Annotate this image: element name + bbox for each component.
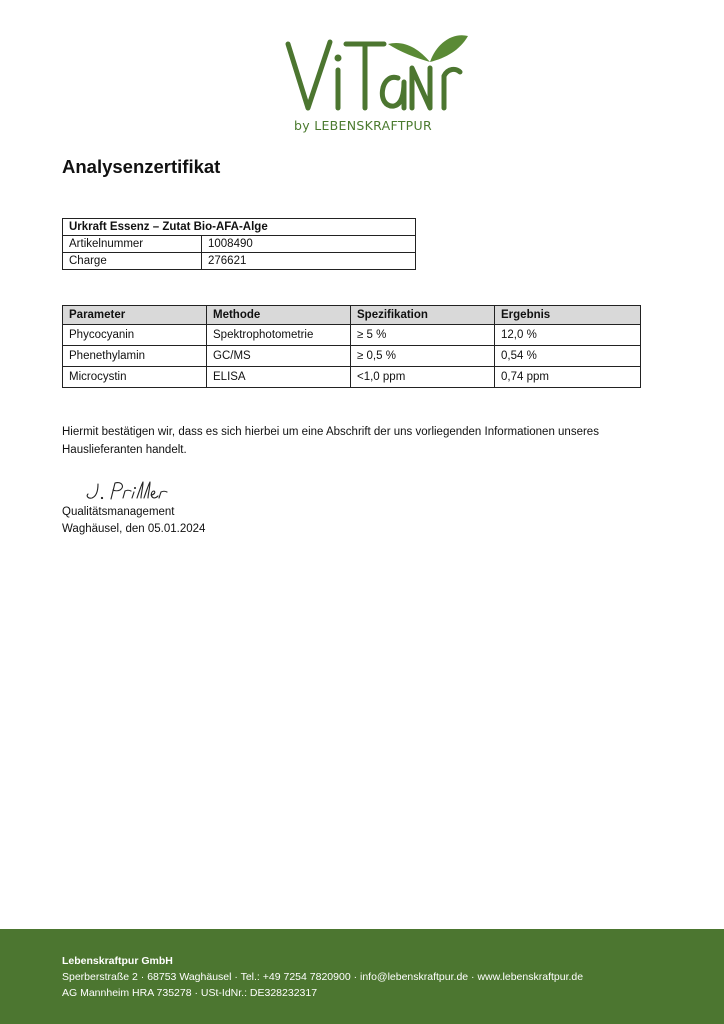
brand-tagline: by LEBENSKRAFTPUR (294, 118, 432, 133)
table-cell: ELISA (207, 367, 351, 388)
column-header: Methode (207, 306, 351, 325)
table-row (63, 325, 641, 346)
table-row (63, 367, 641, 388)
table-row (63, 236, 416, 253)
footer-register: AG Mannheim HRA 735278 · USt-IdNr.: DE328232317 (62, 987, 318, 999)
table-cell: 0,74 ppm (495, 367, 641, 388)
column-header: Ergebnis (495, 306, 641, 325)
table-cell: Microcystin (63, 367, 207, 388)
table-cell: ≥ 5 % (351, 325, 495, 346)
product-info-table (62, 218, 416, 270)
department-label: Qualitätsmanagement (62, 506, 175, 518)
table-cell: <1,0 ppm (351, 367, 495, 388)
table-cell: Spektrophotometrie (207, 325, 351, 346)
column-header: Parameter (63, 306, 207, 325)
table-cell: 0,54 % (495, 346, 641, 367)
table-row (63, 219, 416, 236)
place-date: Waghäusel, den 05.01.2024 (62, 523, 206, 535)
table-header-row (63, 306, 641, 325)
footer (0, 929, 724, 1024)
table-cell: Phycocyanin (63, 325, 207, 346)
table-cell: Artikelnummer (63, 236, 202, 253)
signature-block (62, 504, 205, 538)
column-header: Spezifikation (351, 306, 495, 325)
confirmation-statement: Hiermit bestätigen wir, dass es sich hierbei um eine Abschrift der uns vorliegenden Informationen unseres Hauslieferanten handelt. (62, 426, 599, 456)
vitanur-logo-icon (280, 18, 470, 118)
table-cell: Phenethylamin (63, 346, 207, 367)
analysis-table (62, 305, 641, 388)
brand-logo (280, 18, 470, 136)
footer-address: Sperberstraße 2 · 68753 Waghäusel · Tel.: +49 7254 7820900 · info@lebenskraftpur.de · www.lebenskraftpur.de (62, 971, 584, 983)
table-cell: ≥ 0,5 % (351, 346, 495, 367)
handwritten-signature (82, 478, 172, 506)
table-cell: 12,0 % (495, 325, 641, 346)
table-row (63, 253, 416, 270)
footer-text (62, 953, 583, 1001)
signature-icon (82, 478, 172, 506)
page-title: Analysenzertifikat (62, 156, 221, 177)
table-cell: 276621 (202, 253, 416, 270)
footer-company-name: Lebenskraftpur GmbH (62, 955, 173, 967)
table-cell: GC/MS (207, 346, 351, 367)
table-cell: 1008490 (202, 236, 416, 253)
product-name-cell: Urkraft Essenz – Zutat Bio-AFA-Alge (63, 219, 416, 236)
table-cell: Charge (63, 253, 202, 270)
table-row (63, 346, 641, 367)
